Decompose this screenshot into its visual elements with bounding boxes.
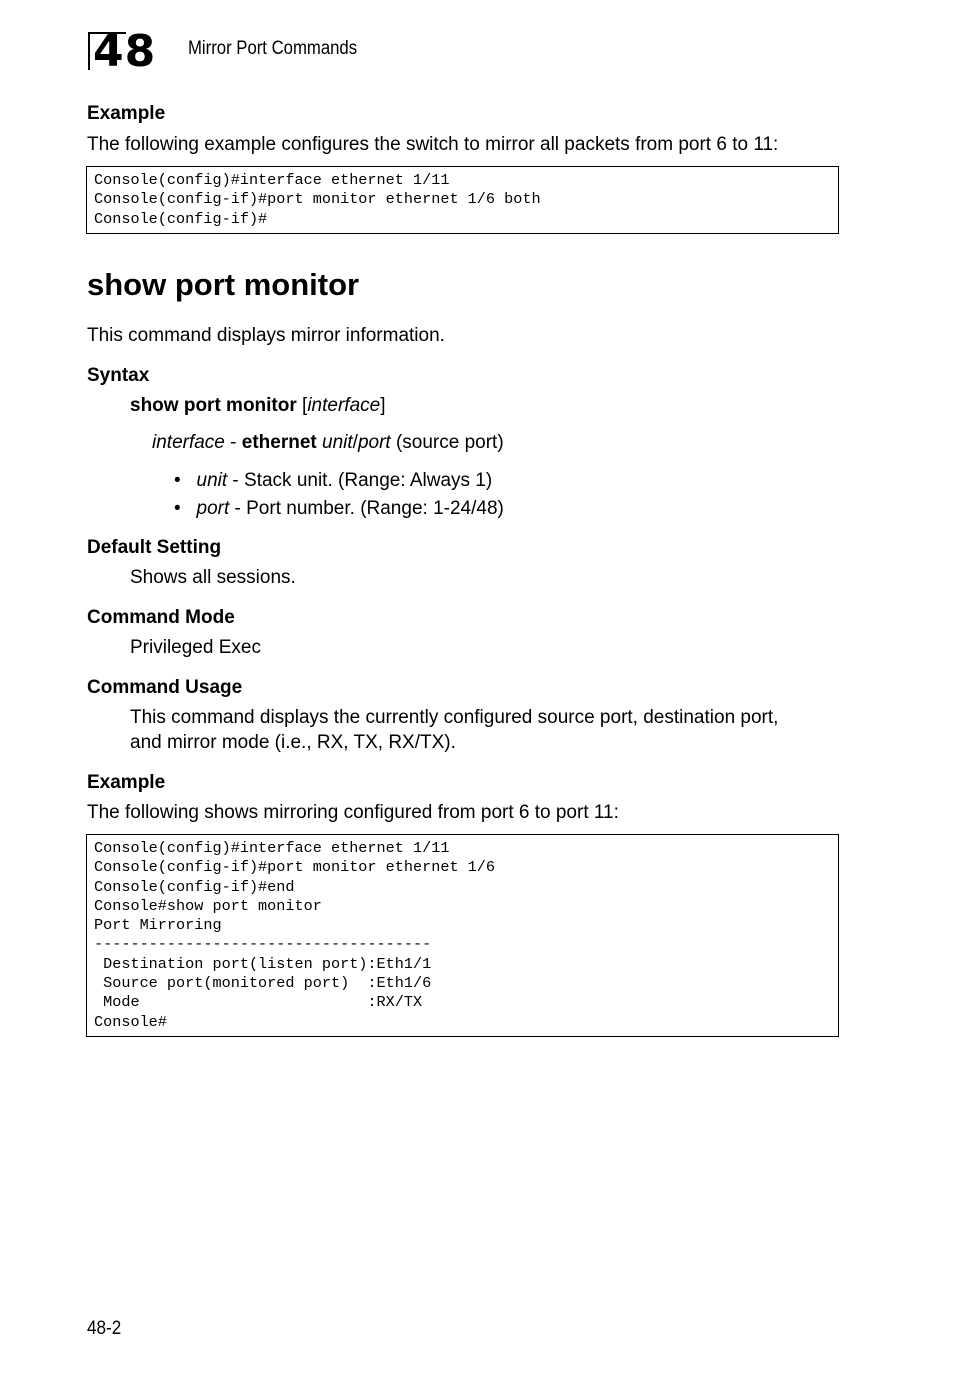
page-number: 48-2 — [87, 1318, 122, 1339]
chapter-marker — [88, 26, 164, 77]
example-text: The following example configures the switch to mirror all packets from port 6 to 11: — [87, 134, 779, 155]
chapter-title: Mirror Port Commands — [188, 38, 358, 59]
example-heading: Example — [87, 772, 166, 793]
example-text: The following shows mirroring configured from port 6 to port 11: — [87, 802, 619, 823]
command-mode-text: Privileged Exec — [130, 637, 261, 658]
syntax-heading: Syntax — [87, 365, 150, 386]
syntax-line: show port monitor [interface] — [130, 395, 386, 416]
example-heading: Example — [87, 103, 166, 124]
command-usage-line: This command displays the currently configured source port, destination port, — [130, 707, 779, 728]
syntax-command: show port monitor — [130, 395, 297, 416]
default-setting-text: Shows all sessions. — [130, 567, 296, 588]
example-code-block: Console(config)#interface ethernet 1/11 Console(config-if)#port monitor ethernet 1/6 Console(config-if)#end Console#show port monitor Port Mirroring ------------------------------------- Destination port(listen port):Eth1/1 Source port(monitored port) :Eth1/6 Mode :RX/TX Console# — [86, 834, 839, 1037]
chapter-number: 48 — [93, 26, 157, 77]
default-setting-heading: Default Setting — [87, 537, 222, 558]
syntax-argument: interface — [307, 395, 381, 416]
command-description: This command displays mirror information. — [87, 325, 445, 346]
syntax-parameter: interface - ethernet unit/port (source port) — [152, 432, 504, 453]
list-item: • unit - Stack unit. (Range: Always 1) — [174, 470, 493, 491]
command-usage-heading: Command Usage — [87, 677, 243, 698]
list-item: • port - Port number. (Range: 1-24/48) — [174, 498, 504, 519]
command-mode-heading: Command Mode — [87, 607, 235, 628]
command-title: show port monitor — [87, 267, 360, 302]
example-code-block: Console(config)#interface ethernet 1/11 Console(config-if)#port monitor ethernet 1/6 both Console(config-if)# — [86, 166, 839, 234]
command-usage-line: and mirror mode (i.e., RX, TX, RX/TX). — [130, 732, 456, 753]
